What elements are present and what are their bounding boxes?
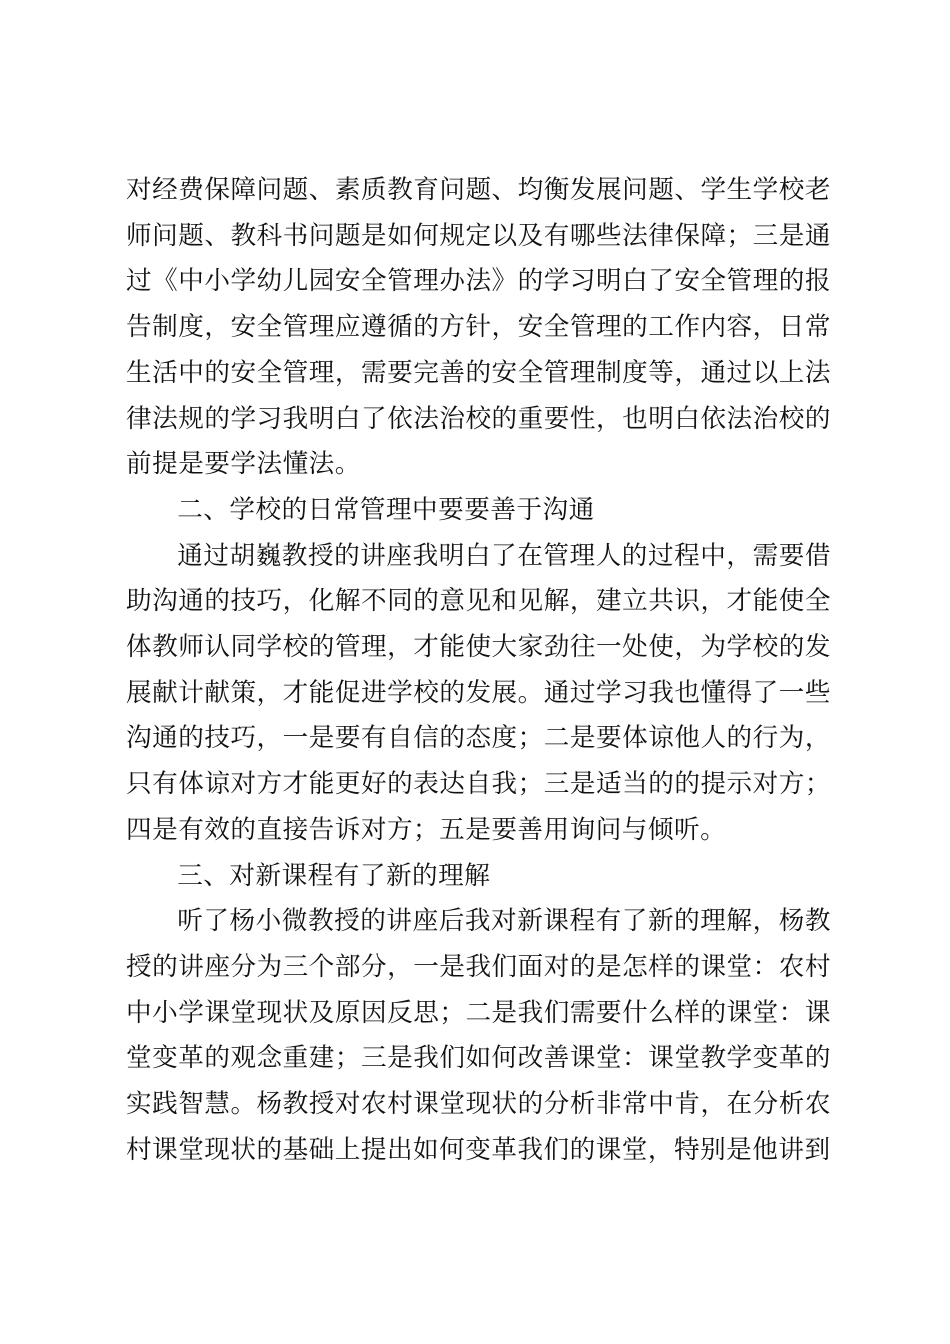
paragraph-new-curriculum: 听了杨小微教授的讲座后我对新课程有了新的理解，杨教授的讲座分为三个部分，一是我们面对的是怎样的课堂：农村中小学课堂现状及原因反思；二是我们需要什么样的课堂：课堂变革的观念重建；三是我们如何改善课堂：课堂教学变革的实践智慧。杨教授对农村课堂现状的分析非常中肯，在分析农村课堂现状的基础上提出如何变革我们的课堂，特别是他讲到 xyxy=(126,906,831,1165)
section-heading-2: 二、学校的日常管理中要要善于沟通 xyxy=(177,494,595,525)
document-page xyxy=(126,168,831,1173)
paragraph-communication: 通过胡巍教授的讲座我明白了在管理人的过程中，需要借助沟通的技巧，化解不同的意见和见解，建立共识，才能使全体教师认同学校的管理，才能使大家劲往一处使，为学校的发展献计献策，才能促进学校的发展。通过学习我也懂得了一些沟通的技巧，一是要有自信的态度；二是要体谅他人的行为，只有体谅对方才能更好的表达自我；三是适当的的提示对方；四是有效的直接告诉对方；五是要善用询问与倾听。 xyxy=(126,540,831,845)
section-heading-3: 三、对新课程有了新的理解 xyxy=(177,860,491,891)
paragraph-continuation: 对经费保障问题、素质教育问题、均衡发展问题、学生学校老师问题、教科书问题是如何规定以及有哪些法律保障；三是通过《中小学幼儿园安全管理办法》的学习明白了安全管理的报告制度，安全管理应遵循的方针，安全管理的工作内容，日常生活中的安全管理，需要完善的安全管理制度等，通过以上法律法规的学习我明白了依法治校的重要性，也明白依法治校的前提是要学法懂法。 xyxy=(126,175,831,480)
